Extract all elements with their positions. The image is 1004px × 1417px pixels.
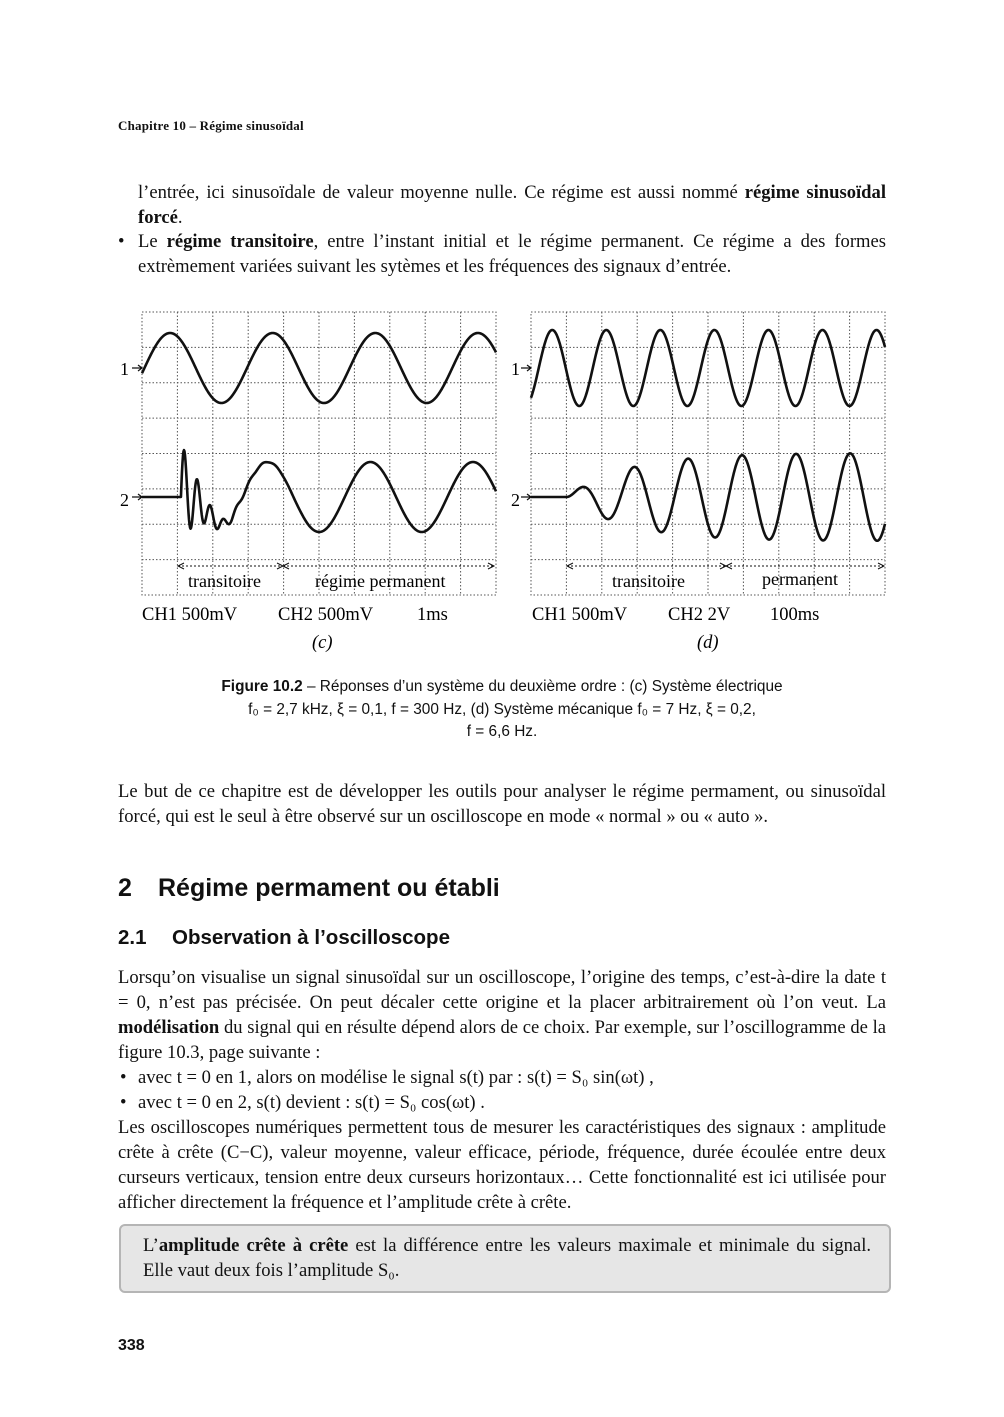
chapter-label: Chapitre 10 (118, 118, 187, 133)
goal-paragraph: Le but de ce chapitre est de développer les outils pour analyser le régime permament, ou sinusoïdal forcé, qui est le seul à être observé sur un oscilloscope en mode « normal » ou « auto ». (118, 781, 886, 827)
ch1-setting-c: CH1 500mV (142, 605, 238, 625)
bullet-icon: • (120, 1092, 127, 1113)
section-heading: 2 Régime permament ou établi (118, 874, 500, 902)
ch2-arrow-icon (132, 494, 142, 500)
ch1-setting-d: CH1 500mV (532, 605, 628, 625)
bullet-transitoire: • Le régime transitoire, entre l’instant initial et le régime permanent. Ce régime a des formes extrèmement variées suivant les sytèmes et les fréquences des signaux d’entrée. (118, 231, 886, 277)
bullet-icon: • (118, 231, 125, 252)
ch2-arrow-icon (521, 494, 531, 500)
timebase-c: 1ms (417, 605, 448, 625)
body-paragraph-2: Les oscilloscopes numériques permettent tous de mesurer les caractéristiques des signaux : amplitude crête à crête (C−C), valeur moyenne, valeur efficace, période, fréquence, durée écoulée entre deux curseurs verticaux, tension entre deux curseurs horizontaux… Cette fonctionnalité est ici utilisée pour afficher directement la fréquence et l’amplitude crête à crête. (118, 1117, 886, 1213)
ch2-marker-d: 2 (511, 490, 520, 510)
page-number: 338 (118, 1337, 145, 1354)
label-permanent-d: permanent (762, 569, 838, 589)
ch1-marker-d: 1 (511, 359, 520, 379)
ch2-setting-d: CH2 2V (668, 605, 731, 625)
label-transitoire-d: transitoire (612, 571, 685, 591)
timebase-d: 100ms (770, 605, 820, 625)
ch2-marker-c: 2 (120, 490, 129, 510)
running-header: Chapitre 10 – Régime sinusoïdal (118, 118, 304, 133)
label-transitoire-c: transitoire (188, 571, 261, 591)
figure-label: Figure 10.2 (221, 678, 303, 695)
definition-box: L’amplitude crête à crête est la différence entre les valeurs maximale et minimale du signal. Elle vaut deux fois l’amplitude S₀. (119, 1224, 891, 1293)
ch2-setting-c: CH2 500mV (278, 605, 374, 625)
label-regime-permanent-c: régime permanent (315, 571, 446, 591)
body-paragraph-1: Lorsqu’on visualise un signal sinusoïdal sur un oscilloscope, l’origine des temps, c’est-à-dire la date t = 0, n’est pas précisée. On peut décaler cette origine et la placer arbitrairement où l’on veut. La modélisation du signal qui en résulte dépend alors de ce choix. Par exemple, sur l’oscillogramme de la figure 10.3, page suivante : (118, 967, 886, 1063)
ch1-arrow-icon (132, 365, 142, 371)
panel-label-c: (c) (312, 633, 333, 653)
oscillogram-figure (0, 300, 1004, 660)
chapter-title: Régime sinusoïdal (199, 118, 304, 133)
bullet-item-1: • avec t = 0 en 1, alors on modélise le signal s(t) par : s(t) = S₀ sin(ωt) , (120, 1067, 654, 1088)
subsection-heading: 2.1 Observation à l’oscilloscope (118, 926, 450, 949)
oscillogram-c (132, 312, 496, 595)
panel-label-d: (d) (697, 633, 719, 653)
ch1-marker-c: 1 (120, 359, 129, 379)
body-text (118, 965, 886, 1215)
ch1-arrow-icon (521, 365, 531, 371)
figure-caption: Figure 10.2 – Réponses d’un système du deuxième ordre : (c) Système électrique f₀ = 2,7 kHz, ξ = 0,1, f = 300 Hz, (d) Système mécanique f₀ = 7 Hz, ξ = 0,2, f = 6,6 Hz. (221, 678, 783, 740)
bullet-icon: • (120, 1067, 127, 1088)
oscillogram-d (521, 312, 885, 595)
intro-paragraph: l’entrée, ici sinusoïdale de valeur moyenne nulle. Ce régime est aussi nommé régime sinusoïdal forcé. (138, 182, 886, 228)
bullet-item-2: • avec t = 0 en 2, s(t) devient : s(t) = S₀ cos(ωt) . (120, 1092, 485, 1113)
